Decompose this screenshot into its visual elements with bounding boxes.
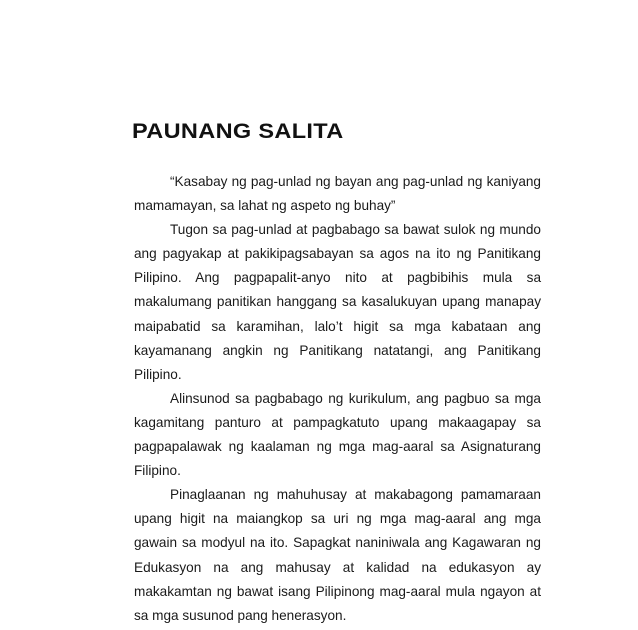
paragraph-curriculum: Alinsunod sa pagbabago ng kurikulum, ang pagbuo sa mga kagamitang panturo at pampagkatuto upang makaagapay sa pagpapalawak ng kaalaman ng mga mag-aaral sa Asignaturang Filipino. bbox=[134, 390, 541, 479]
paragraph-intro: Tugon sa pag-unlad at pagbabago sa bawat sulok ng mundo ang pagyakap at pakikipagsabayan sa agos na ito ng Panitikang Pilipino. Ang pagpapalit-anyo nito at pagbibihis mula sa makalumang panitikan hanggang sa kasalukuyan upang manapay maipabatid sa karamihan, lalo’t higit sa mga kabataan ang kayamanang angkin ng Panitikang natatangi, ang Panitikang Pilipino. bbox=[134, 222, 541, 382]
paragraph-quote: “Kasabay ng pag-unlad ng bayan ang pag-unlad ng kaniyang mamamayan, sa lahat ng aspeto ng buhay” bbox=[134, 174, 541, 214]
document-title: PAUNANG SALITA bbox=[132, 120, 344, 143]
paragraph-methods: Pinaglaanan ng mahuhusay at makabagong pamamaraan upang higit na maiangkop sa uri ng mga mag-aaral ang mga gawain sa modyul na ito. Sapagkat naniniwala ang Kagawaran ng Edukasyon na ang mahusay at kalidad na edukasyon ay makakamtan ng bawat isang Pilipinong mag-aaral mula ngayon at sa mga susunod pang henerasyon. bbox=[134, 487, 541, 623]
document-body bbox=[134, 170, 541, 628]
